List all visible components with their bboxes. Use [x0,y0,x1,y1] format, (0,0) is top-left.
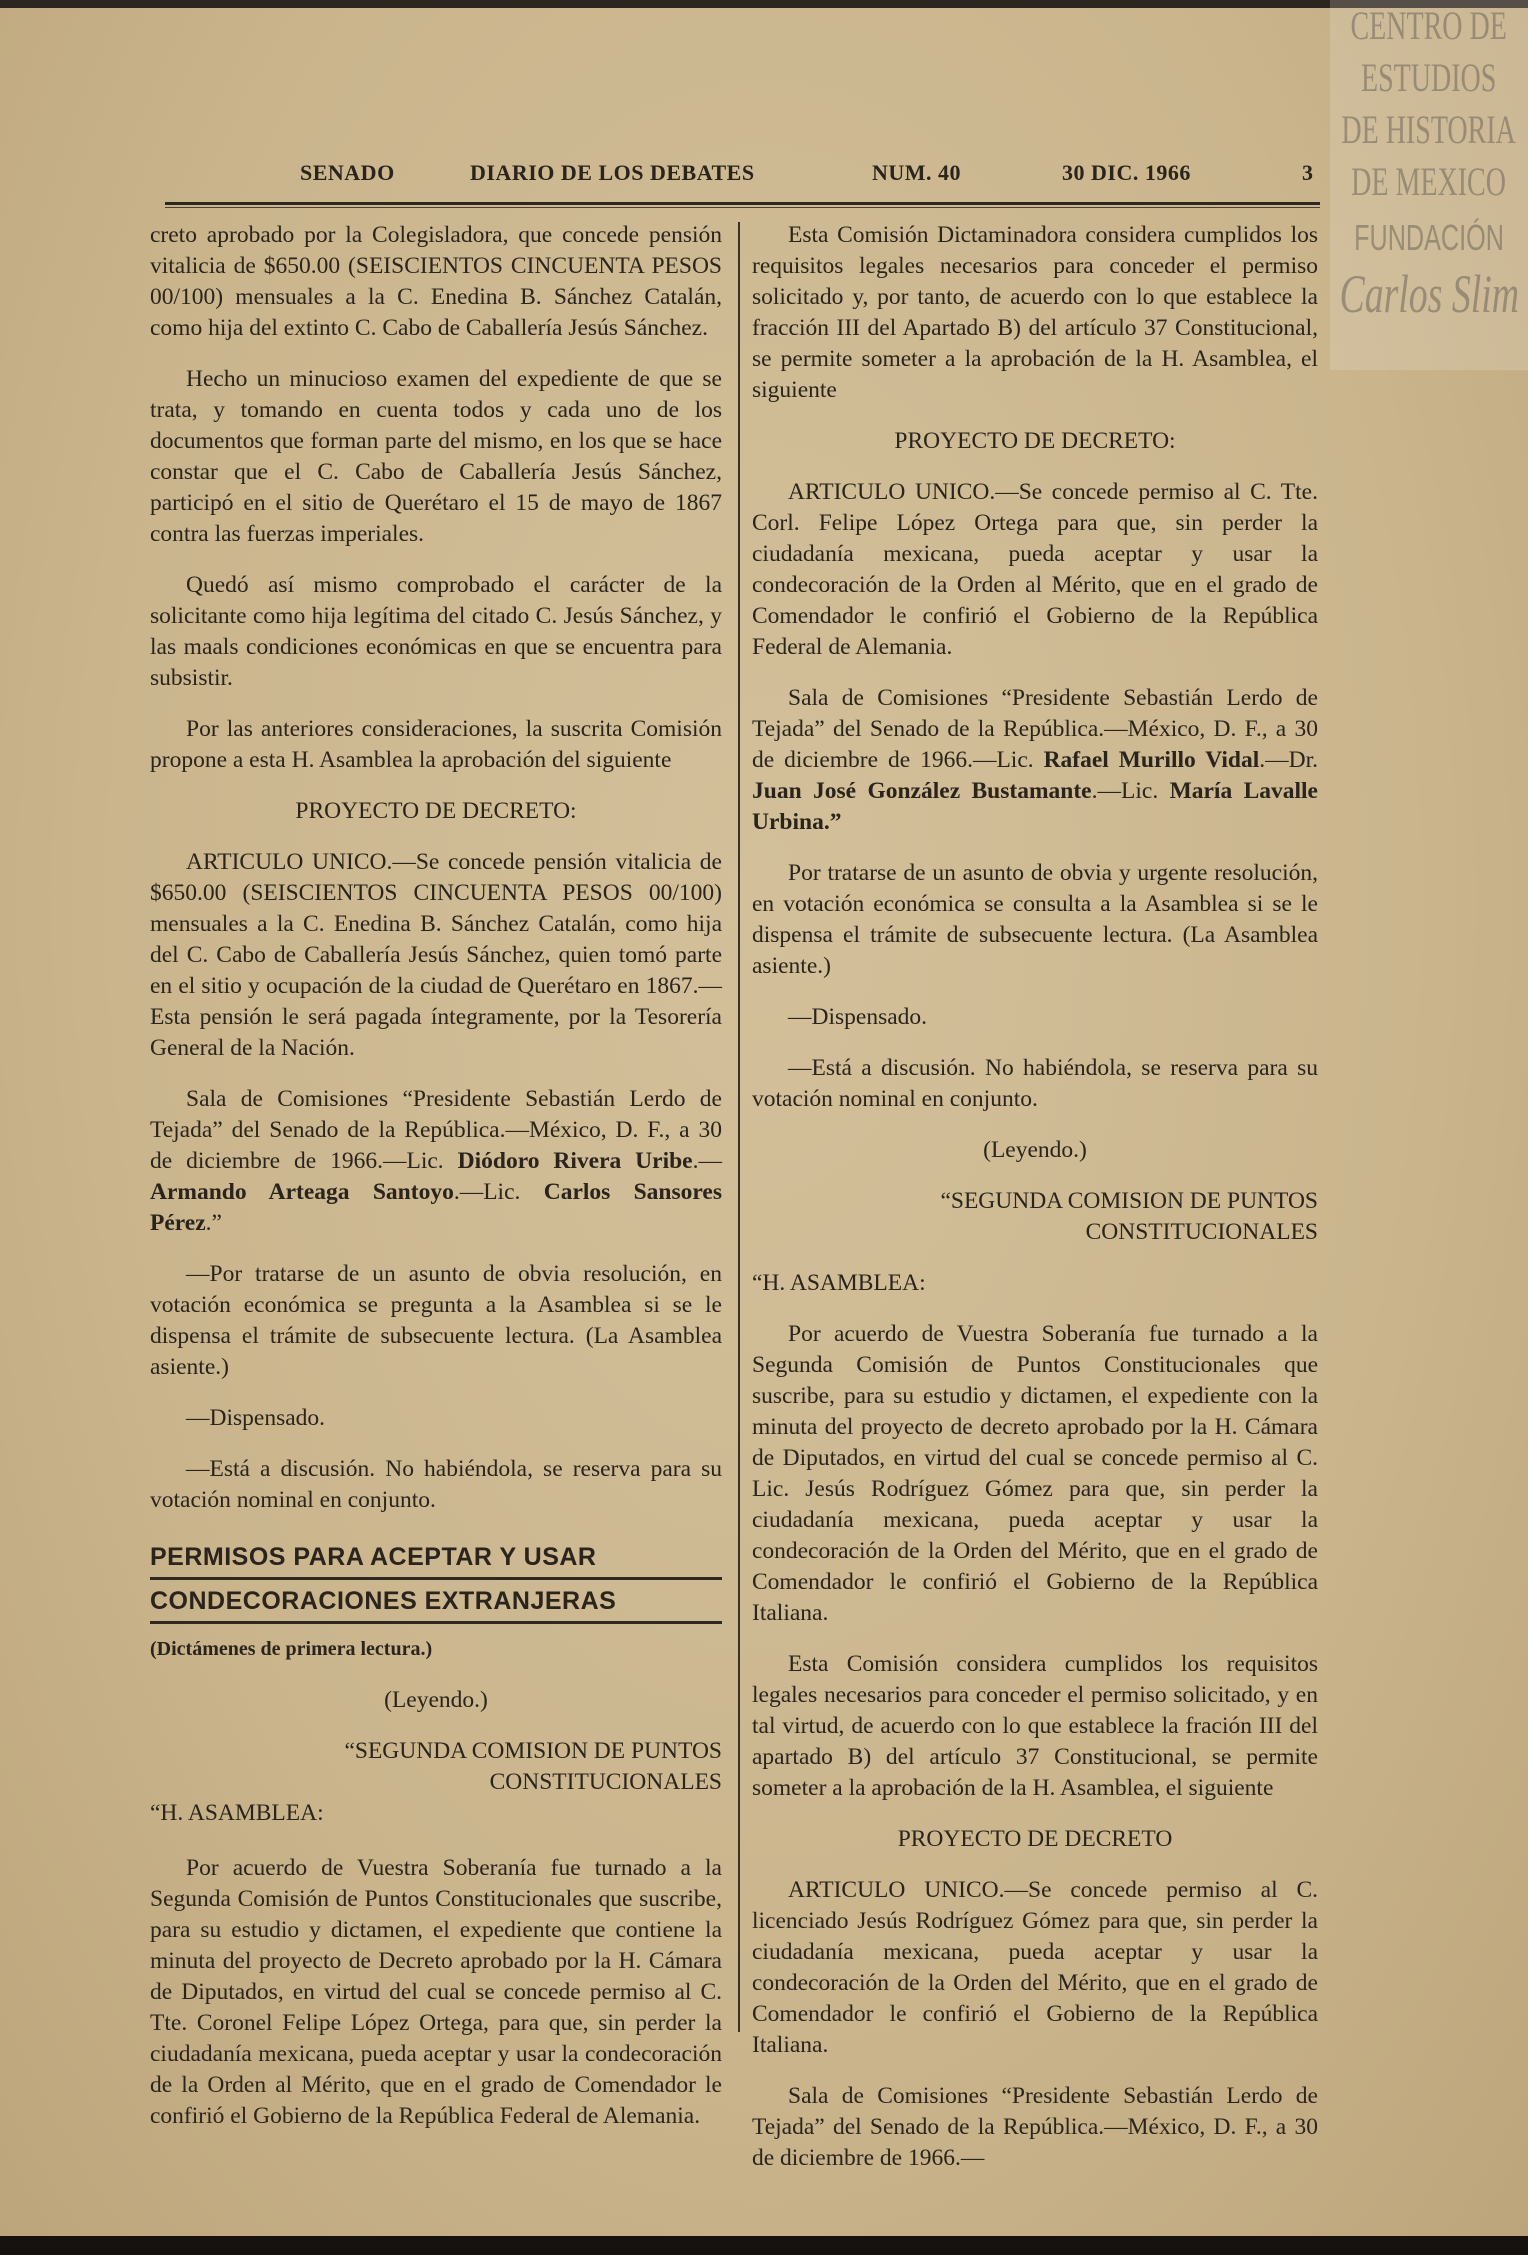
committee-name: “SEGUNDA COMISION DE PUNTOS [344,1738,722,1764]
committee-name-2: CONSTITUCIONALES [1085,1219,1318,1245]
article-paragraph: ARTICULO UNICO.—Se concede permiso al C. licenciado Jesús Rodríguez Gómez para que, sin perder la ciudadanía mexicana, pueda aceptar y usar la condecoración de la Orden del Mérito, que en el grado de Comendador le confirió el Gobierno de la República Italiana. [752,1877,1318,2058]
header-number: NUM. 40 [872,160,962,185]
header-rule-thin [165,207,1320,208]
column-divider [738,222,740,2032]
paragraph: —Dispensado. [788,1004,928,1030]
paragraph: —Dispensado. [186,1405,326,1431]
paragraph: Esta Comisión considera cumplidos los requisitos legales necesarios para conceder el permiso solicitado, y en tal virtud, de acuerdo con lo que establece la fración III del apartado B) del artículo 37 Constitucional, se permite someter a la aprobación de la H. Asamblea, el siguiente [752,1651,1318,1801]
article-paragraph: ARTICULO UNICO.—Se concede pensión vitalicia de $650.00 (SEISCIENTOS CINCUENTA PESOS 00/100) mensuales a la C. Enedina B. Sánchez Catalán, como hija del C. Cabo de Caballería Jesús Sánchez, quien tomó parte en el sitio y ocupación de la ciudad de Querétaro en 1867.—Esta pensión le será pagada íntegramente, por la Tesorería General de la Nación. [150,849,722,1061]
archive-watermark [1330,0,1528,370]
header-chamber: SENADO [300,160,395,185]
salutation: “H. ASAMBLEA: [150,1800,324,1826]
watermark-line: DE MEXICO [1351,159,1507,204]
paragraph: —Está a discusión. No habiéndola, se reserva para su votación nominal en conjunto. [752,1055,1318,1112]
section-heading-line2: CONDECORACIONES EXTRANJERAS [150,1580,722,1624]
paragraph: Por las anteriores consideraciones, la suscrita Comisión propone a esta H. Asamblea la aprobación del siguiente [150,716,722,773]
paragraph: Por acuerdo de Vuestra Soberanía fue turnado a la Segunda Comisión de Puntos Constitucionales que suscribe, para su estudio y dictamen, el expediente con la minuta del proyecto de decreto aprobado por la H. Cámara de Diputados, en virtud del cual se concede permiso al C. Lic. Jesús Rodríguez Gómez para que, sin perder la ciudadanía mexicana, pueda aceptar y usar la condecoración de la Orden del Mérito, que en el grado de Comendador le confirió el Gobierno de la República Italiana. [752,1321,1318,1626]
decree-heading: PROYECTO DE DECRETO: [295,798,577,824]
committee-name: “SEGUNDA COMISION DE PUNTOS [940,1188,1318,1214]
header-publication: DIARIO DE LOS DEBATES [470,160,755,185]
text: .” [205,1210,222,1236]
left-column [150,220,722,2152]
signatory-name: María Lavalle Urbina.” [752,778,1318,835]
text: .—Dr. [1259,747,1318,773]
article-paragraph: ARTICULO UNICO.—Se concede permiso al C. Tte. Corl. Felipe López Ortega para que, sin perder la ciudadanía mexicana, pueda aceptar y usar la condecoración de la Orden al Mérito, que en el grado de Comendador le confirió el Gobierno de la República Federal de Alemania. [752,479,1318,660]
scan-bottom-edge [0,2236,1528,2255]
signature-paragraph [150,1084,722,1239]
signatory-name: Armando Arteaga Santoyo [150,1179,454,1205]
watermark-line: DE HISTORIA [1341,107,1517,152]
section-heading-line1: PERMISOS PARA ACEPTAR Y USAR [150,1536,722,1580]
running-header [0,160,1528,190]
signatory-name: Carlos Sansores Pérez [150,1179,722,1236]
text: Sala de Comisiones “Presidente Sebastián Lerdo de Tejada” del Senado de la República.—México, D. F., a 30 de diciembre de 1966.—Lic. [150,1086,722,1174]
paragraph: —Está a discusión. No habiéndola, se reserva para su votación nominal en conjunto. [150,1456,722,1513]
signature-paragraph [752,683,1318,838]
watermark-foundation: FUNDACIÓN [1354,217,1504,258]
text: .—Lic. [453,1179,544,1205]
text: .— [692,1148,722,1174]
salutation: “H. ASAMBLEA: [752,1270,926,1296]
watermark-line: ESTUDIOS [1361,55,1497,100]
signatory-name: Juan José González Bustamante [752,778,1092,804]
watermark-signature: Carlos Slim [1339,264,1519,324]
page-number: 3 [1302,160,1314,185]
header-date: 30 DIC. 1966 [1062,160,1191,185]
right-column [752,220,1318,2194]
signatory-name: Diódoro Rivera Uribe [457,1148,693,1174]
signatory-name: Rafael Murillo Vidal [1043,747,1260,773]
reading-note: (Leyendo.) [983,1137,1087,1163]
paragraph: Sala de Comisiones “Presidente Sebastián Lerdo de Tejada” del Senado de la República.—México, D. F., a 30 de diciembre de 1966.— [752,2083,1318,2171]
reading-note: (Leyendo.) [384,1687,488,1713]
decree-heading: PROYECTO DE DECRETO [897,1826,1173,1852]
decree-heading: PROYECTO DE DECRETO: [894,428,1176,454]
committee-name-2: CONSTITUCIONALES [489,1769,722,1795]
paragraph: creto aprobado por la Colegisladora, que concede pensión vitalicia de $650.00 (SEISCIENTOS CINCUENTA PESOS 00/100) mensuales a la C. Enedina B. Sánchez Catalán, como hija del extinto C. Cabo de Caballería Jesús Sánchez. [150,222,722,341]
subsection-heading: (Dictámenes de primera lectura.) [150,1638,433,1660]
header-rule [165,202,1320,205]
paragraph: Esta Comisión Dictaminadora considera cumplidos los requisitos legales necesarios para conceder el permiso solicitado y, por tanto, de acuerdo con lo que establece la fracción III del Apartado B) del artículo 37 Constitucional, se permite someter a la aprobación de la H. Asamblea, el siguiente [752,222,1318,403]
paragraph: —Por tratarse de un asunto de obvia resolución, en votación económica se pregunta a la Asamblea si se le dispensa el trámite de subsecuente lectura. (La Asamblea asiente.) [150,1261,722,1380]
watermark-line: CENTRO DE [1350,3,1508,48]
paragraph: Quedó así mismo comprobado el carácter de la solicitante como hija legítima del citado C. Jesús Sánchez, y las maals condiciones económicas en que se encuentra para subsistir. [150,572,722,691]
paragraph: Por tratarse de un asunto de obvia y urgente resolución, en votación económica se consulta a la Asamblea si se le dispensa el trámite de subsecuente lectura. (La Asamblea asiente.) [752,860,1318,979]
text: .—Lic. [1091,778,1170,804]
text: Sala de Comisiones “Presidente Sebastián Lerdo de Tejada” del Senado de la República.—México, D. F., a 30 de diciembre de 1966.—Lic. [752,685,1318,773]
paragraph: Por acuerdo de Vuestra Soberanía fue turnado a la Segunda Comisión de Puntos Constitucionales que suscribe, para su estudio y dictamen, el expediente que contiene la minuta del proyecto de Decreto aprobado por la H. Cámara de Diputados, en virtud del cual se concede permiso al C. Tte. Coronel Felipe López Ortega, para que, sin perder la ciudadanía mexicana, pueda aceptar y usar la condecoración de la Orden al Mérito, que en el grado de Comendador le confirió el Gobierno de la República Federal de Alemania. [150,1855,722,2129]
paragraph: Hecho un minucioso examen del expediente de que se trata, y tomando en cuenta todos y cada uno de los documentos que forman parte del mismo, en los que se hace constar que el C. Cabo de Caballería Jesús Sánchez, participó en el sitio de Querétaro el 15 de mayo de 1867 contra las fuerzas imperiales. [150,366,722,547]
